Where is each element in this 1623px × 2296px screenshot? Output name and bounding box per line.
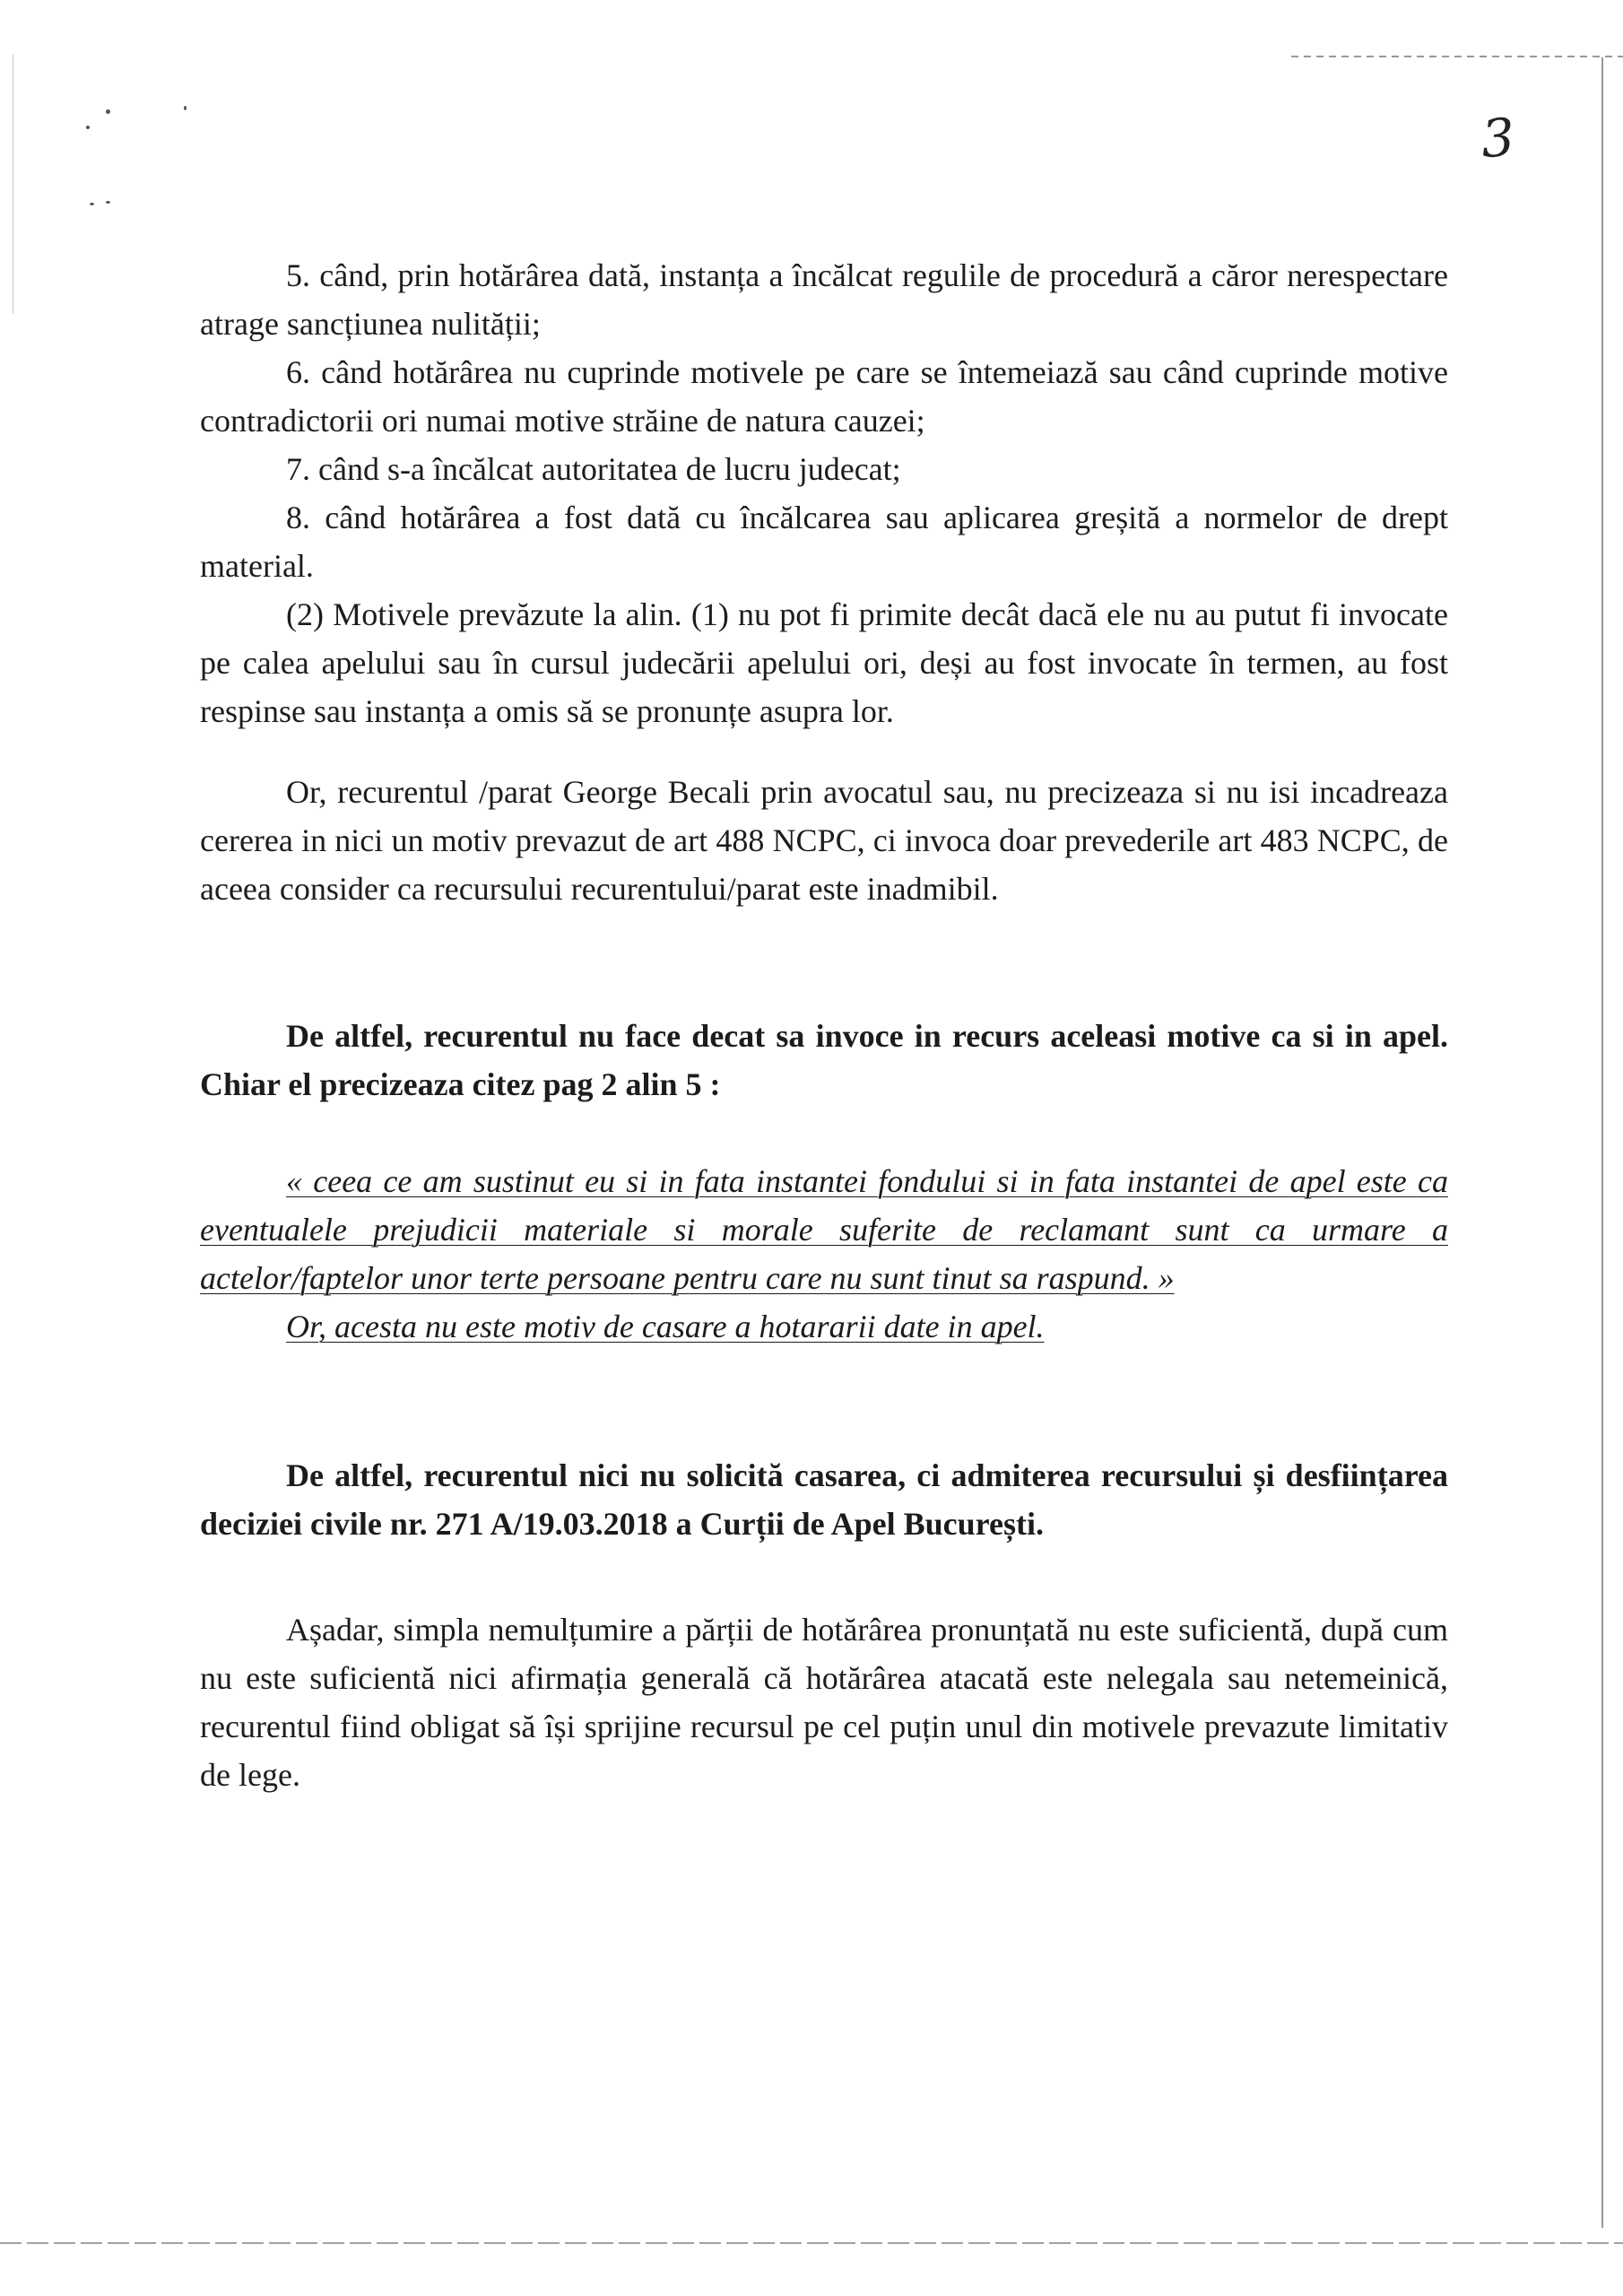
paragraph-inadmissible	[200, 768, 1448, 913]
paragraph-same-motives	[200, 1012, 1448, 1109]
legal-provisions-list	[200, 251, 1448, 735]
bold-paragraph: De altfel, recurentul nu face decat sa invoce in recurs aceleasi motive ca si in apel. Chiar el precizeaza citez pag 2 alin 5 :	[200, 1018, 1448, 1102]
list-item: 8. când hotărârea a fost dată cu încălcarea sau aplicarea greșită a normelor de drept material.	[200, 500, 1448, 584]
scan-edge-bottom	[0, 2242, 1623, 2244]
list-item: 6. când hotărârea nu cuprinde motivele pe care se întemeiază sau când cuprinde motive contradictorii ori numai motive străine de natura cauzei;	[200, 354, 1448, 439]
list-item: (2) Motivele prevăzute la alin. (1) nu pot fi primite decât dacă ele nu au putut fi invocate pe calea apelului sau în cursul judecării apelului ori, deși au fost invocate în termen, au fost respinse sau instanța a omis să se pronunțe asupra lor.	[200, 596, 1448, 729]
scan-speck	[106, 109, 110, 114]
bold-paragraph: De altfel, recurentul nici nu solicită casarea, ci admiterea recursului și desființarea deciziei civile nr. 271 A/19.03.2018 a Curții de Apel București.	[200, 1457, 1448, 1542]
paragraph-annulment	[200, 1451, 1448, 1548]
scan-speck	[90, 203, 94, 205]
list-item: 5. când, prin hotărârea dată, instanța a încălcat regulile de procedură a căror nerespectare atrage sancțiunea nulității;	[200, 257, 1448, 342]
scan-edge-top	[1291, 56, 1623, 57]
quote-conclusion: Or, acesta nu este motiv de casare a hotararii date in apel.	[286, 1309, 1045, 1344]
paragraph-conclusion	[200, 1605, 1448, 1799]
scan-speck	[184, 106, 187, 110]
quoted-passage	[200, 1157, 1448, 1351]
body-paragraph: Așadar, simpla nemulțumire a părții de hotărârea pronunțată nu este suficientă, după cum nu este suficientă nici afirmația generală că hotărârea atacată este nelegala sau netemeinică, recurentul fiind obligat să își sprijine recursul pe cel puțin unul din motivele prevazute limitativ de lege.	[200, 1612, 1448, 1793]
list-item: 7. când s-a încălcat autoritatea de lucru judecat;	[286, 451, 901, 487]
body-paragraph: Or, recurentul /parat George Becali prin avocatul sau, nu precizeaza si nu isi incadreaza cererea in nici un motiv prevazut de art 488 NCPC, ci invoca doar prevederile art 483 NCPC, de aceea consider ca recursului recurentului/parat este inadmibil.	[200, 774, 1448, 907]
scan-speck	[86, 126, 90, 129]
scan-edge-right	[1601, 57, 1603, 2228]
page-number: 3	[1479, 106, 1517, 170]
scan-speck	[106, 201, 110, 204]
quote-text: « ceea ce am sustinut eu si in fata instantei fondului si in fata instantei de apel este ca eventualele prejudicii materiale si morale suferite de reclamant sunt ca urmare a actelor/faptelor unor terte persoane pentru care nu sunt tinut sa raspund. »	[200, 1163, 1448, 1296]
